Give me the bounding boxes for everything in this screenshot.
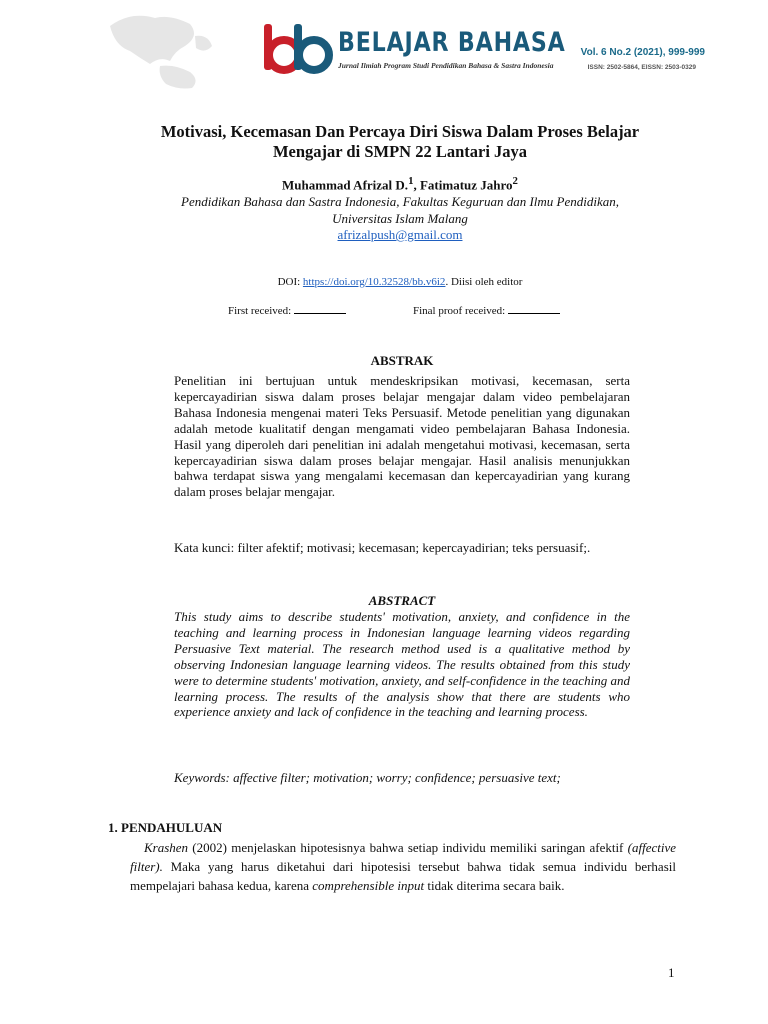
- affiliation: [110, 193, 690, 227]
- doi-label: DOI:: [277, 276, 303, 288]
- p1-text-3: tidak diterima secara baik.: [424, 878, 565, 894]
- p1-text-2: Maka yang harus diketahui dari hipotesisi tersebut bahwa tidak semua individu berhasil mempelajari bahasa kedua, karena: [130, 859, 676, 894]
- final-proof-blank: [508, 304, 560, 314]
- affiliation-line-2: Universitas Islam Malang: [332, 211, 468, 226]
- p1-affective-filter: (affective filter).: [130, 840, 676, 875]
- author-1: Muhammad Afrizal D.: [282, 177, 409, 193]
- section-body: [130, 838, 676, 896]
- final-proof-label: Final proof received:: [413, 305, 506, 317]
- abstract-keywords: Keywords: affective filter; motivation; worry; confidence; persuasive text;: [174, 770, 561, 785]
- volume-info: Vol. 6 No.2 (2021), 999-999: [580, 47, 705, 58]
- paper-title: [110, 122, 690, 162]
- author-email-link[interactable]: afrizalpush@gmail.com: [337, 227, 463, 242]
- issn-info: ISSN: 2502-5864, EISSN: 2503-0329: [587, 64, 696, 71]
- journal-subtitle: Jurnal Ilmiah Program Studi Pendidikan Bahasa & Sastra Indonesia: [338, 61, 554, 70]
- title-line-1: Motivasi, Kecemasan Dan Percaya Diri Siswa Dalam Proses Belajar: [160, 122, 640, 141]
- p1-text-1: (2002) menjelaskan hipotesisnya bahwa setiap individu memiliki saringan afektif: [188, 840, 628, 855]
- paragraph-1: [130, 838, 676, 896]
- doi-suffix: . Diisi oleh editor: [445, 276, 523, 288]
- journal-header: [0, 0, 768, 90]
- title-line-2: Mengajar di SMPN 22 Lantari Jaya: [272, 142, 528, 161]
- abstrak-keywords: Kata kunci: filter afektif; motivasi; kecemasan; kepercayadirian; teks persuasif;.: [174, 540, 591, 555]
- final-proof-received: [413, 304, 560, 317]
- abstract-heading: ABSTRACT: [368, 593, 436, 608]
- doi-line: [110, 276, 690, 288]
- author-separator: ,: [413, 177, 420, 193]
- bb-logo-icon: [262, 22, 334, 76]
- abstract-text: This study aims to describe students' motivation, anxiety, and confidence in the teaching and learning process in Indonesian language learning videos regarding Persuasive Text material. The research method used is a qualitative method by observing Indonesian language learning videos. The results obtained from this study were to determine students' motivation, anxiety, and self-confidence in the teaching and learning process. The results of the analysis show that there are students who experience anxiety and lack of confidence in the teaching and learning process.: [174, 609, 630, 720]
- first-received-label: First received:: [228, 305, 292, 317]
- first-received-blank: [294, 304, 346, 314]
- first-received: [228, 304, 346, 317]
- authors: [110, 175, 690, 193]
- author-2: Fatimatuz Jahro: [419, 177, 513, 193]
- p1-krashen: Krashen: [144, 840, 189, 855]
- abstrak-heading: ABSTRAK: [370, 353, 434, 368]
- affiliation-line-1: Pendidikan Bahasa dan Sastra Indonesia, Fakultas Keguruan dan Ilmu Pendidikan,: [181, 194, 619, 209]
- abstrak-text: Penelitian ini bertujuan untuk mendeskripsikan motivasi, kecemasan, serta kepercayadirian siswa dalam proses belajar mengajar dalam video pembelajaran Bahasa Indonesia mengenai materi Teks Persuasif. Metode penelitian yang digunakan adalah metode kualitatif dengan mengamati video pembelajaran Bahasa Indonesia. Hasil yang diperoleh dari penelitian ini adalah mengetahui motivasi, kecemasan, serta kepercayadirian siswa dalam proses belajar mengajar. Hasil analisis menunjukkan bahwa terdapat siswa yang mengalami kecemasan dan kepercayadirian yang kurang dalam proses belajar mengajar.: [174, 373, 630, 500]
- author-2-sup: 2: [512, 175, 518, 187]
- journal-name: BELAJAR BAHASA: [338, 27, 566, 58]
- p1-comprehensible-input: comprehensible input: [312, 878, 425, 894]
- author-1-sup: 1: [408, 175, 414, 187]
- page-number: 1: [668, 965, 675, 980]
- section-heading-pendahuluan: 1. PENDAHULUAN: [108, 820, 223, 835]
- world-map-graphic: [100, 6, 220, 92]
- doi-link[interactable]: https://doi.org/10.32528/bb.v6i2: [302, 276, 446, 288]
